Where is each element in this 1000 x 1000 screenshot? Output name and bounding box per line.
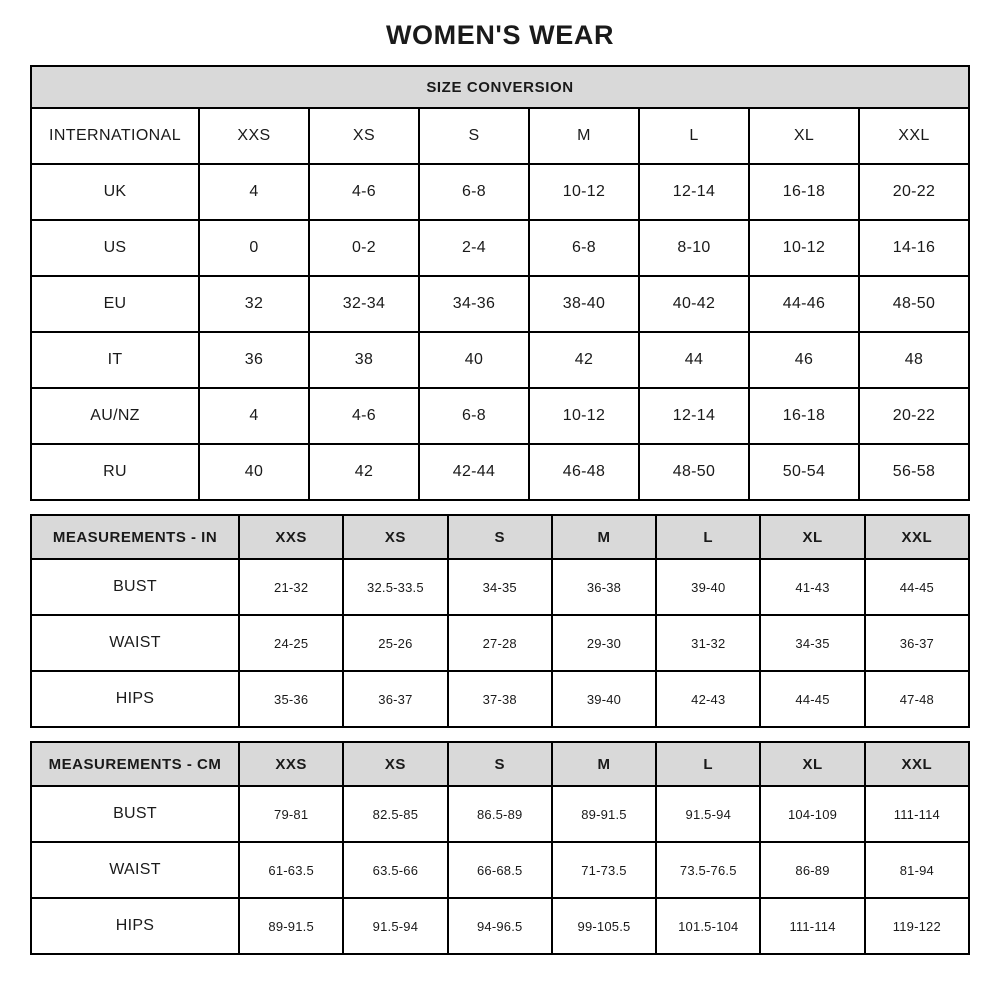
page-title: WOMEN'S WEAR xyxy=(385,20,615,50)
value-cell: 34-35 xyxy=(448,559,552,615)
measurements-cm-table xyxy=(30,741,970,955)
row-label: IT xyxy=(31,332,199,388)
value-cell: 4-6 xyxy=(309,164,419,220)
value-cell: 50-54 xyxy=(749,444,859,500)
value-cell: 21-32 xyxy=(239,559,343,615)
value-cell: 2-4 xyxy=(419,220,529,276)
column-header: L xyxy=(656,742,760,786)
value-cell: 12-14 xyxy=(639,388,749,444)
value-cell: 82.5-85 xyxy=(343,786,447,842)
value-cell: 36-37 xyxy=(865,615,969,671)
column-header: S xyxy=(448,515,552,559)
column-header: XXS xyxy=(239,742,343,786)
column-header: M xyxy=(552,515,656,559)
column-header: M xyxy=(529,108,639,164)
value-cell: 31-32 xyxy=(656,615,760,671)
value-cell: 79-81 xyxy=(239,786,343,842)
value-cell: 71-73.5 xyxy=(552,842,656,898)
value-cell: 101.5-104 xyxy=(656,898,760,954)
value-cell: 37-38 xyxy=(448,671,552,727)
row-label: WAIST xyxy=(31,842,239,898)
row-label: EU xyxy=(31,276,199,332)
row-label: WAIST xyxy=(31,615,239,671)
value-cell: 35-36 xyxy=(239,671,343,727)
row-label: AU/NZ xyxy=(31,388,199,444)
value-cell: 48-50 xyxy=(859,276,969,332)
column-header: L xyxy=(656,515,760,559)
table-row xyxy=(31,615,969,671)
value-cell: 39-40 xyxy=(656,559,760,615)
table-row xyxy=(31,559,969,615)
value-cell: 104-109 xyxy=(760,786,864,842)
row-label: US xyxy=(31,220,199,276)
value-cell: 16-18 xyxy=(749,164,859,220)
value-cell: 20-22 xyxy=(859,388,969,444)
value-cell: 16-18 xyxy=(749,388,859,444)
value-cell: 119-122 xyxy=(865,898,969,954)
value-cell: 94-96.5 xyxy=(448,898,552,954)
value-cell: 42 xyxy=(529,332,639,388)
column-header: XXL xyxy=(859,108,969,164)
value-cell: 4 xyxy=(199,388,309,444)
column-header: XXS xyxy=(199,108,309,164)
value-cell: 111-114 xyxy=(760,898,864,954)
value-cell: 42-43 xyxy=(656,671,760,727)
measurements-in-table xyxy=(30,514,970,728)
value-cell: 63.5-66 xyxy=(343,842,447,898)
column-header: MEASUREMENTS - CM xyxy=(31,742,239,786)
value-cell: 61-63.5 xyxy=(239,842,343,898)
table-row xyxy=(31,842,969,898)
value-cell: 12-14 xyxy=(639,164,749,220)
row-label: HIPS xyxy=(31,898,239,954)
column-header: XL xyxy=(749,108,859,164)
value-cell: 91.5-94 xyxy=(656,786,760,842)
value-cell: 41-43 xyxy=(760,559,864,615)
value-cell: 14-16 xyxy=(859,220,969,276)
value-cell: 99-105.5 xyxy=(552,898,656,954)
column-header: XXL xyxy=(865,515,969,559)
row-label: BUST xyxy=(31,786,239,842)
value-cell: 6-8 xyxy=(419,164,529,220)
value-cell: 25-26 xyxy=(343,615,447,671)
row-label: UK xyxy=(31,164,199,220)
value-cell: 89-91.5 xyxy=(552,786,656,842)
value-cell: 36-37 xyxy=(343,671,447,727)
value-cell: 73.5-76.5 xyxy=(656,842,760,898)
value-cell: 48-50 xyxy=(639,444,749,500)
table-row xyxy=(31,164,969,220)
value-cell: 40-42 xyxy=(639,276,749,332)
value-cell: 34-35 xyxy=(760,615,864,671)
value-cell: 8-10 xyxy=(639,220,749,276)
value-cell: 111-114 xyxy=(865,786,969,842)
value-cell: 36-38 xyxy=(552,559,656,615)
value-cell: 46-48 xyxy=(529,444,639,500)
column-header: XS xyxy=(309,108,419,164)
table-row xyxy=(31,671,969,727)
value-cell: 29-30 xyxy=(552,615,656,671)
column-header: XS xyxy=(343,742,447,786)
column-header: MEASUREMENTS - IN xyxy=(31,515,239,559)
value-cell: 44-46 xyxy=(749,276,859,332)
table-row xyxy=(31,220,969,276)
table-row xyxy=(31,388,969,444)
value-cell: 89-91.5 xyxy=(239,898,343,954)
table-row xyxy=(31,786,969,842)
row-label: HIPS xyxy=(31,671,239,727)
value-cell: 40 xyxy=(199,444,309,500)
row-label: RU xyxy=(31,444,199,500)
column-header: INTERNATIONAL xyxy=(31,108,199,164)
value-cell: 46 xyxy=(749,332,859,388)
column-header: M xyxy=(552,742,656,786)
value-cell: 10-12 xyxy=(529,388,639,444)
column-header: XL xyxy=(760,742,864,786)
value-cell: 36 xyxy=(199,332,309,388)
size-conversion-banner: SIZE CONVERSION xyxy=(31,66,969,108)
value-cell: 4 xyxy=(199,164,309,220)
value-cell: 56-58 xyxy=(859,444,969,500)
value-cell: 24-25 xyxy=(239,615,343,671)
value-cell: 39-40 xyxy=(552,671,656,727)
column-header: S xyxy=(448,742,552,786)
column-header: XS xyxy=(343,515,447,559)
value-cell: 44 xyxy=(639,332,749,388)
value-cell: 6-8 xyxy=(419,388,529,444)
table-row xyxy=(31,332,969,388)
value-cell: 47-48 xyxy=(865,671,969,727)
value-cell: 10-12 xyxy=(529,164,639,220)
row-label: BUST xyxy=(31,559,239,615)
column-header: XXS xyxy=(239,515,343,559)
value-cell: 91.5-94 xyxy=(343,898,447,954)
column-header: XXL xyxy=(865,742,969,786)
value-cell: 27-28 xyxy=(448,615,552,671)
value-cell: 40 xyxy=(419,332,529,388)
value-cell: 34-36 xyxy=(419,276,529,332)
value-cell: 32-34 xyxy=(309,276,419,332)
value-cell: 66-68.5 xyxy=(448,842,552,898)
value-cell: 38-40 xyxy=(529,276,639,332)
value-cell: 32.5-33.5 xyxy=(343,559,447,615)
value-cell: 86.5-89 xyxy=(448,786,552,842)
value-cell: 20-22 xyxy=(859,164,969,220)
value-cell: 86-89 xyxy=(760,842,864,898)
value-cell: 32 xyxy=(199,276,309,332)
column-header: XL xyxy=(760,515,864,559)
value-cell: 0 xyxy=(199,220,309,276)
column-header: L xyxy=(639,108,749,164)
value-cell: 44-45 xyxy=(865,559,969,615)
value-cell: 4-6 xyxy=(309,388,419,444)
table-row xyxy=(31,898,969,954)
value-cell: 44-45 xyxy=(760,671,864,727)
column-header: S xyxy=(419,108,529,164)
value-cell: 10-12 xyxy=(749,220,859,276)
value-cell: 42-44 xyxy=(419,444,529,500)
size-conversion-table xyxy=(30,65,970,501)
table-row xyxy=(31,276,969,332)
value-cell: 0-2 xyxy=(309,220,419,276)
value-cell: 81-94 xyxy=(865,842,969,898)
value-cell: 6-8 xyxy=(529,220,639,276)
table-row xyxy=(31,444,969,500)
value-cell: 38 xyxy=(309,332,419,388)
value-cell: 42 xyxy=(309,444,419,500)
value-cell: 48 xyxy=(859,332,969,388)
